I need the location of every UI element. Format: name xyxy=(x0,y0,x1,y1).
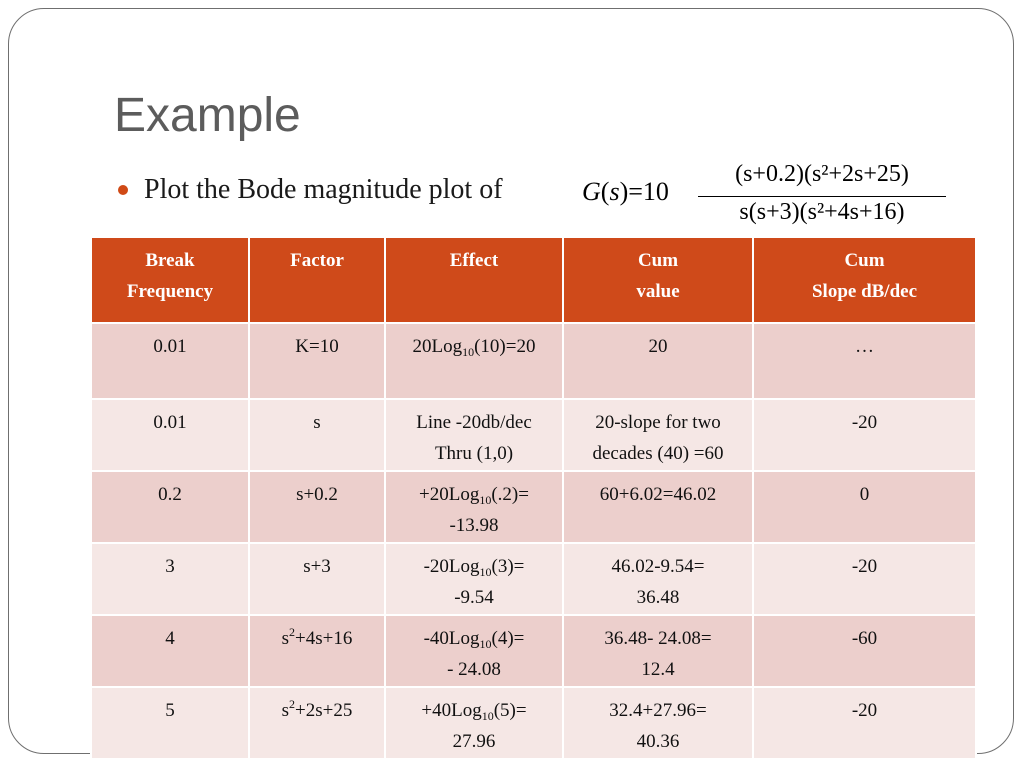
effect-text: -9.54 xyxy=(454,587,494,608)
cell-break-frequency[interactable]: 0.01 xyxy=(91,323,249,399)
header-factor[interactable] xyxy=(249,237,385,323)
cell-cum-slope[interactable]: -20 xyxy=(753,399,976,471)
cum-value-line: 46.02-9.54= xyxy=(611,556,705,577)
effect-text: +40Log xyxy=(421,700,482,721)
cell-cum-value[interactable] xyxy=(563,323,753,399)
formula-lhs xyxy=(582,177,669,207)
cell-effect[interactable] xyxy=(385,543,563,615)
effect-text: Line -20db/dec xyxy=(416,412,532,433)
cell-break-frequency[interactable]: 4 xyxy=(91,615,249,687)
effect-text: 20Log xyxy=(412,336,463,357)
header-text-line: value xyxy=(636,281,680,302)
factor-exponent: 2 xyxy=(289,625,296,639)
cell-cum-value[interactable] xyxy=(563,471,753,543)
header-break-frequency[interactable] xyxy=(91,237,249,323)
factor-base: s xyxy=(281,700,290,721)
bullet-point xyxy=(118,168,503,212)
factor-base: s+3 xyxy=(303,556,331,577)
table-row xyxy=(91,399,976,471)
table-row xyxy=(91,615,976,687)
effect-log-base: 10 xyxy=(462,345,475,359)
header-effect[interactable] xyxy=(385,237,563,323)
cum-value-line: decades (40) =60 xyxy=(592,443,724,464)
table-row xyxy=(91,687,976,759)
factor-base: s+0.2 xyxy=(296,484,338,505)
cum-value-line: 40.36 xyxy=(636,731,680,752)
table-body xyxy=(91,323,976,759)
bullet-text[interactable]: Plot the Bode magnitude plot of xyxy=(144,174,503,205)
header-cum-slope[interactable] xyxy=(753,237,976,323)
effect-argument: (10)=20 xyxy=(474,336,536,357)
cell-effect[interactable] xyxy=(385,399,563,471)
formula-gain: =10 xyxy=(628,177,669,206)
slide-title[interactable]: Example xyxy=(114,89,301,142)
effect-text: - 24.08 xyxy=(447,659,501,680)
header-text-line: Frequency xyxy=(126,281,214,302)
effect-log-base: 10 xyxy=(481,709,494,723)
bode-table xyxy=(90,236,977,760)
formula-open-paren: ( xyxy=(600,177,610,206)
table-row xyxy=(91,471,976,543)
effect-argument: (5)= xyxy=(493,700,527,721)
table-row xyxy=(91,543,976,615)
cell-cum-value[interactable] xyxy=(563,615,753,687)
header-text-line: Factor xyxy=(290,250,344,271)
formula-g: G xyxy=(582,177,601,206)
transfer-function-formula xyxy=(582,159,948,235)
effect-line xyxy=(390,479,558,510)
effect-line xyxy=(390,623,558,654)
factor-base: s xyxy=(313,412,321,433)
formula-denominator: s(s+3)(s²+4s+16) xyxy=(739,199,905,225)
header-text-line: Slope dB/dec xyxy=(811,281,918,302)
bullet-dot-icon xyxy=(118,185,128,195)
effect-text: -13.98 xyxy=(449,515,499,536)
cell-factor[interactable] xyxy=(249,471,385,543)
effect-text: -40Log xyxy=(423,628,480,649)
cell-factor[interactable] xyxy=(249,543,385,615)
cell-factor[interactable] xyxy=(249,399,385,471)
cell-cum-slope[interactable]: -20 xyxy=(753,543,976,615)
formula-s: s xyxy=(609,177,620,206)
formula-numerator: (s+0.2)(s²+2s+25) xyxy=(735,161,909,187)
effect-log-base: 10 xyxy=(479,493,492,507)
cell-break-frequency[interactable]: 0.2 xyxy=(91,471,249,543)
cell-cum-value[interactable] xyxy=(563,543,753,615)
effect-line xyxy=(390,582,558,613)
header-text-line: Effect xyxy=(449,250,499,271)
effect-log-base: 10 xyxy=(479,565,492,579)
cell-break-frequency[interactable]: 0.01 xyxy=(91,399,249,471)
cell-cum-value[interactable] xyxy=(563,399,753,471)
factor-base: s xyxy=(281,628,290,649)
cell-cum-value[interactable] xyxy=(563,687,753,759)
effect-line xyxy=(390,551,558,582)
cell-effect[interactable] xyxy=(385,323,563,399)
cum-value-line: 32.4+27.96= xyxy=(609,700,707,721)
cell-cum-slope[interactable]: 0 xyxy=(753,471,976,543)
effect-argument: (.2)= xyxy=(491,484,529,505)
cell-break-frequency[interactable]: 5 xyxy=(91,687,249,759)
cell-effect[interactable] xyxy=(385,471,563,543)
factor-base: K=10 xyxy=(295,336,339,357)
effect-line xyxy=(390,695,558,726)
cell-cum-slope[interactable]: … xyxy=(753,323,976,399)
table-row xyxy=(91,323,976,399)
header-text-line: Cum xyxy=(844,250,885,271)
factor-rest: +4s+16 xyxy=(295,628,353,649)
header-cum-value[interactable] xyxy=(563,237,753,323)
cell-factor[interactable] xyxy=(249,323,385,399)
effect-argument: (4)= xyxy=(491,628,525,649)
formula-close-paren: ) xyxy=(619,177,629,206)
cum-value-line: 36.48- 24.08= xyxy=(604,628,712,649)
cell-effect[interactable] xyxy=(385,615,563,687)
effect-line xyxy=(390,510,558,541)
effect-line xyxy=(390,407,558,438)
table-header-row xyxy=(91,237,976,323)
effect-argument: (3)= xyxy=(491,556,525,577)
effect-text: +20Log xyxy=(419,484,480,505)
effect-line xyxy=(390,726,558,757)
effect-line xyxy=(390,331,558,362)
cum-value-line: 12.4 xyxy=(641,659,675,680)
cum-value-line: 36.48 xyxy=(636,587,680,608)
cum-value-line: 20 xyxy=(648,336,668,357)
factor-rest: +2s+25 xyxy=(295,700,353,721)
formula-fraction-bar xyxy=(698,196,946,197)
effect-text: -20Log xyxy=(423,556,480,577)
effect-text: Thru (1,0) xyxy=(434,443,514,464)
header-text-line: Break xyxy=(145,250,195,271)
effect-log-base: 10 xyxy=(479,637,492,651)
cell-factor[interactable] xyxy=(249,615,385,687)
cell-break-frequency[interactable]: 3 xyxy=(91,543,249,615)
cell-effect[interactable] xyxy=(385,687,563,759)
effect-line xyxy=(390,654,558,685)
cell-cum-slope[interactable]: -60 xyxy=(753,615,976,687)
cum-value-line: 60+6.02=46.02 xyxy=(599,484,717,505)
cell-factor[interactable] xyxy=(249,687,385,759)
effect-line xyxy=(390,438,558,469)
header-text-line: Cum xyxy=(637,250,679,271)
cell-cum-slope[interactable]: -20 xyxy=(753,687,976,759)
effect-text: 27.96 xyxy=(452,731,496,752)
factor-exponent: 2 xyxy=(289,697,296,711)
cum-value-line: 20-slope for two xyxy=(595,412,721,433)
